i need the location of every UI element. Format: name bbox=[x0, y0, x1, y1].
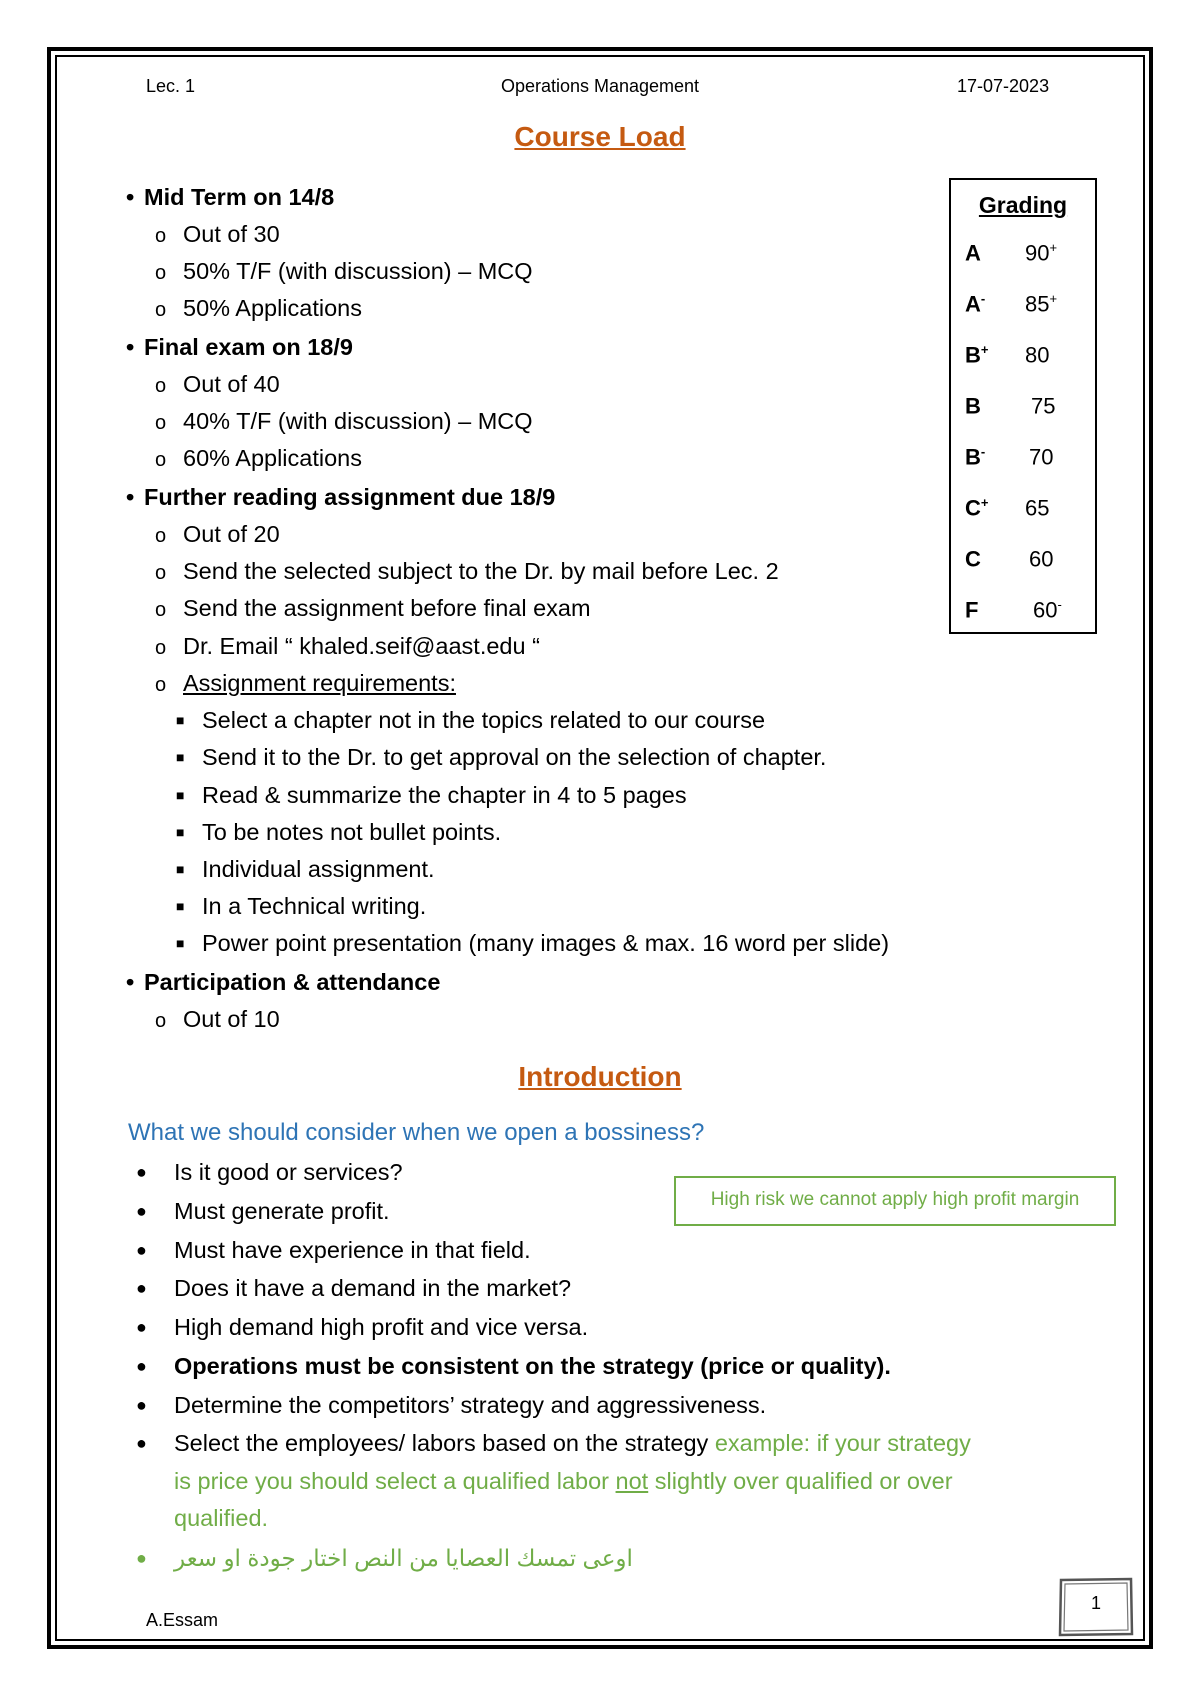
list-item: o 40% T/F (with discussion) – MCQ bbox=[155, 408, 533, 434]
requirement-item: ■ In a Technical writing. bbox=[176, 893, 427, 919]
grade-row: A 90+ bbox=[965, 240, 1058, 266]
grade-row: B+ 80 bbox=[965, 342, 1050, 368]
grade-row: B- 70 bbox=[965, 444, 1054, 470]
header-date: 17-07-2023 bbox=[957, 76, 1050, 96]
intro-bullet: ● High demand high profit and vice versa. bbox=[136, 1314, 589, 1340]
course-load-title: Course Load bbox=[514, 121, 686, 152]
list-item: o 50% T/F (with discussion) – MCQ bbox=[155, 258, 533, 284]
intro-bullet-strategy: ● Select the employees/ labors based on the strategy example: if your strategy bbox=[136, 1430, 971, 1456]
requirement-item: ■ To be notes not bullet points. bbox=[176, 819, 502, 845]
list-item: o Assignment requirements: bbox=[155, 670, 456, 696]
footer-author: A.Essam bbox=[146, 1610, 219, 1630]
page-number: 1 bbox=[1090, 1593, 1101, 1613]
requirement-item: ■ Read & summarize the chapter in 4 to 5 pages bbox=[176, 782, 687, 808]
intro-bullet: ● Must have experience in that field. bbox=[136, 1237, 531, 1263]
strategy-example-line: qualified. bbox=[174, 1505, 269, 1531]
intro-bullet: ● Must generate profit. bbox=[136, 1198, 390, 1224]
grading-title: Grading bbox=[978, 192, 1068, 218]
intro-bullet: ● Is it good or services? bbox=[136, 1159, 403, 1185]
list-item: o 50% Applications bbox=[155, 295, 362, 321]
grade-row: C+ 65 bbox=[965, 495, 1050, 521]
page-number-box bbox=[1057, 1577, 1135, 1637]
section-heading: • Mid Term on 14/8 bbox=[126, 184, 335, 210]
list-item: o Out of 10 bbox=[155, 1006, 280, 1032]
intro-bullet: ● Operations must be consistent on the strategy (price or quality). bbox=[136, 1353, 891, 1379]
grade-row: B 75 bbox=[965, 393, 1056, 419]
list-item-email: o Dr. Email “ khaled.seif@aast.edu “ bbox=[155, 633, 540, 659]
header-lecture: Lec. 1 bbox=[146, 76, 196, 96]
grading-table bbox=[949, 178, 1097, 634]
requirement-item: ■ Power point presentation (many images & max. 16 word per slide) bbox=[176, 930, 890, 956]
list-item: o Out of 40 bbox=[155, 371, 280, 397]
grade-row: F 60- bbox=[965, 597, 1062, 623]
requirement-item: ■ Individual assignment. bbox=[176, 856, 435, 882]
section-heading: • Participation & attendance bbox=[126, 969, 441, 995]
grade-row: A- 85+ bbox=[965, 291, 1058, 317]
requirement-item: ■ Send it to the Dr. to get approval on the selection of chapter. bbox=[176, 744, 827, 770]
requirement-item: ■ Select a chapter not in the topics related to our course bbox=[176, 707, 766, 733]
introduction-title: Introduction bbox=[518, 1061, 682, 1092]
intro-bullet: ● Does it have a demand in the market? bbox=[136, 1275, 572, 1301]
list-item: o Out of 30 bbox=[155, 221, 280, 247]
section-heading: • Further reading assignment due 18/9 bbox=[126, 484, 556, 510]
intro-question: What we should consider when we open a bossiness? bbox=[128, 1119, 705, 1146]
arabic-note: ● اوعى تمسك العصايا من النص اختار جودة او سعر bbox=[136, 1545, 633, 1571]
header-course-title: Operations Management bbox=[500, 76, 700, 96]
list-item: o Send the selected subject to the Dr. by mail before Lec. 2 bbox=[155, 558, 779, 584]
intro-bullet: ● Determine the competitors’ strategy and aggressiveness. bbox=[136, 1392, 767, 1418]
section-heading: • Final exam on 18/9 bbox=[126, 334, 353, 360]
list-item: o 60% Applications bbox=[155, 445, 362, 471]
strategy-example-line: is price you should select a qualified labor not slightly over qualified or over bbox=[174, 1468, 953, 1494]
list-item: o Out of 20 bbox=[155, 521, 280, 547]
risk-note-box: High risk we cannot apply high profit margin bbox=[674, 1176, 1116, 1226]
list-item: o Send the assignment before final exam bbox=[155, 595, 591, 621]
grade-row: C 60 bbox=[965, 546, 1054, 572]
